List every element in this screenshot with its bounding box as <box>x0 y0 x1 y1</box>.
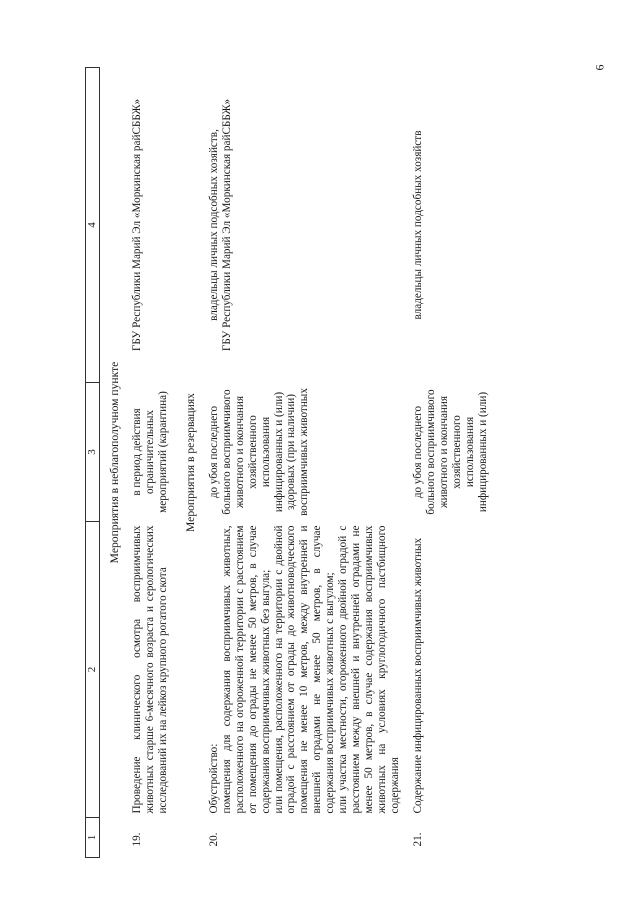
table-header-row <box>86 68 100 858</box>
page-number: 6 <box>592 64 607 71</box>
section-title-outbreak: Мероприятия в неблагополучном пункте <box>107 361 121 564</box>
row-number: 19. <box>131 832 144 847</box>
section-title-reservations: Мероприятия в резервациях <box>184 393 198 532</box>
measure-line: Обустройство: <box>207 743 220 814</box>
table-row <box>204 68 409 858</box>
row-responsible <box>204 68 409 383</box>
section-row <box>99 68 127 858</box>
section-row <box>176 68 203 858</box>
row-responsible: владельцы личных подсобных хозяйств <box>412 130 425 320</box>
header-col-1: 1 <box>86 818 100 858</box>
table-row <box>127 68 176 858</box>
row-term: в период действия ограничительных мероприятий (карантина) <box>131 391 170 513</box>
measure-line: или участка местности, огороженного двойной оградой с расстоянием между внешней и внутренней оградами не менее 50 метров, в случае содержания восприимчивых животных на условиях круглогодичного пастбищного содержания <box>337 525 402 814</box>
measures-table <box>85 67 496 858</box>
header-col-2: 2 <box>86 522 100 818</box>
row-term: до убоя последнего больного восприимчивого животного и окончания хозяйственного использования инфицированных и (или) здоровых (при наличии) восприимчивых животных <box>207 388 311 516</box>
measure-line: помещения для содержания восприимчивых животных, расположенного на огороженной территории с расстоянием от помещения до ограды не менее 50 метров, в случае содержания восприимчивых животных без выгула; <box>220 525 272 814</box>
row-measure: Проведение клинического осмотра восприимчивых животных старше 6-месячного возраста и серологических исследований их на лейкоз крупного рогатого скота <box>131 525 170 814</box>
rotated-table-container <box>85 68 545 858</box>
row-number: 20. <box>207 832 220 847</box>
responsible-line: владельцы личных подсобных хозяйств, <box>207 129 220 321</box>
row-term: до убоя последнего больного восприимчивого животного и окончания хозяйственного использования инфицированных и (или) <box>412 389 490 515</box>
header-col-4: 4 <box>86 68 100 383</box>
header-col-3: 3 <box>86 383 100 522</box>
row-measure: Содержание инфицированных восприимчивых животных <box>412 537 425 814</box>
row-number: 21. <box>412 832 425 847</box>
row-measure <box>204 522 409 818</box>
responsible-line: ГБУ Республики Марий Эл «Моркинская райСББЖ» <box>220 98 233 352</box>
table-row <box>408 68 496 858</box>
row-responsible: ГБУ Республики Марий Эл «Моркинская райСББЖ» <box>131 98 144 352</box>
measure-line: или помещения, расположенного на территории с двойной оградой с расстоянием от ограды до животноводческого помещения не менее 10 метров, между внутренней и внешней оградами не менее 50 метров, в случае содержания восприимчивых животных с выгулом; <box>272 525 337 814</box>
